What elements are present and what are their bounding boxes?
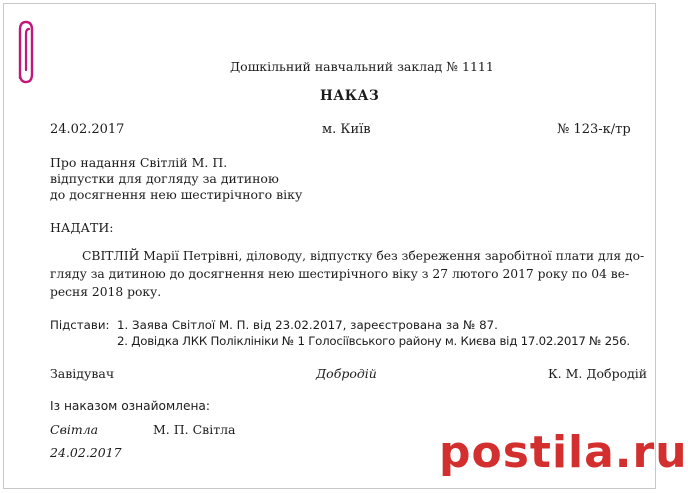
acquainted-date: 24.02.2017 xyxy=(50,445,122,460)
document-title: НАКАЗ xyxy=(320,88,380,104)
watermark xyxy=(429,425,688,481)
grounds-label: Підстави: xyxy=(50,318,110,332)
document-date: 24.02.2017 xyxy=(50,122,125,137)
order-word: НАДАТИ: xyxy=(50,220,114,235)
body-line: ресня 2018 року. xyxy=(50,285,162,299)
institution-name: Дошкільний навчальний заклад № 1111 xyxy=(230,59,494,74)
body-line: СВІТЛІЙ Марії Петрівні, діловоду, відпустку без збереження заробітної плати для до- xyxy=(82,249,645,263)
employee-signature: Світла xyxy=(50,422,99,437)
document-number: № 123-к/тр xyxy=(557,122,631,137)
head-position: Завідувач xyxy=(50,366,115,381)
acquainted-label: Із наказом ознайомлена: xyxy=(50,399,210,413)
document-city: м. Київ xyxy=(322,122,371,137)
head-signature: Добродій xyxy=(316,366,377,381)
watermark-text: postila.ru xyxy=(439,427,688,478)
head-name: К. М. Добродій xyxy=(548,366,648,381)
grounds-item: 1. Заява Світлої М. П. від 23.02.2017, зареєстрована за № 87. xyxy=(117,318,498,332)
grounds-item: 2. Довідка ЛКК Поліклініки № 1 Голосіївського району м. Києва від 17.02.2017 № 256. xyxy=(117,334,630,348)
subject-line: Про надання Світлій М. П. xyxy=(50,155,228,170)
subject-line: до досягнення нею шестирічного віку xyxy=(50,187,303,202)
subject-line: відпустки для догляду за дитиною xyxy=(50,171,279,186)
body-line: гляду за дитиною до досягнення нею шестирічного віку з 27 лютого 2017 року по 04 ве- xyxy=(50,267,630,281)
employee-name: М. П. Світла xyxy=(153,422,236,437)
